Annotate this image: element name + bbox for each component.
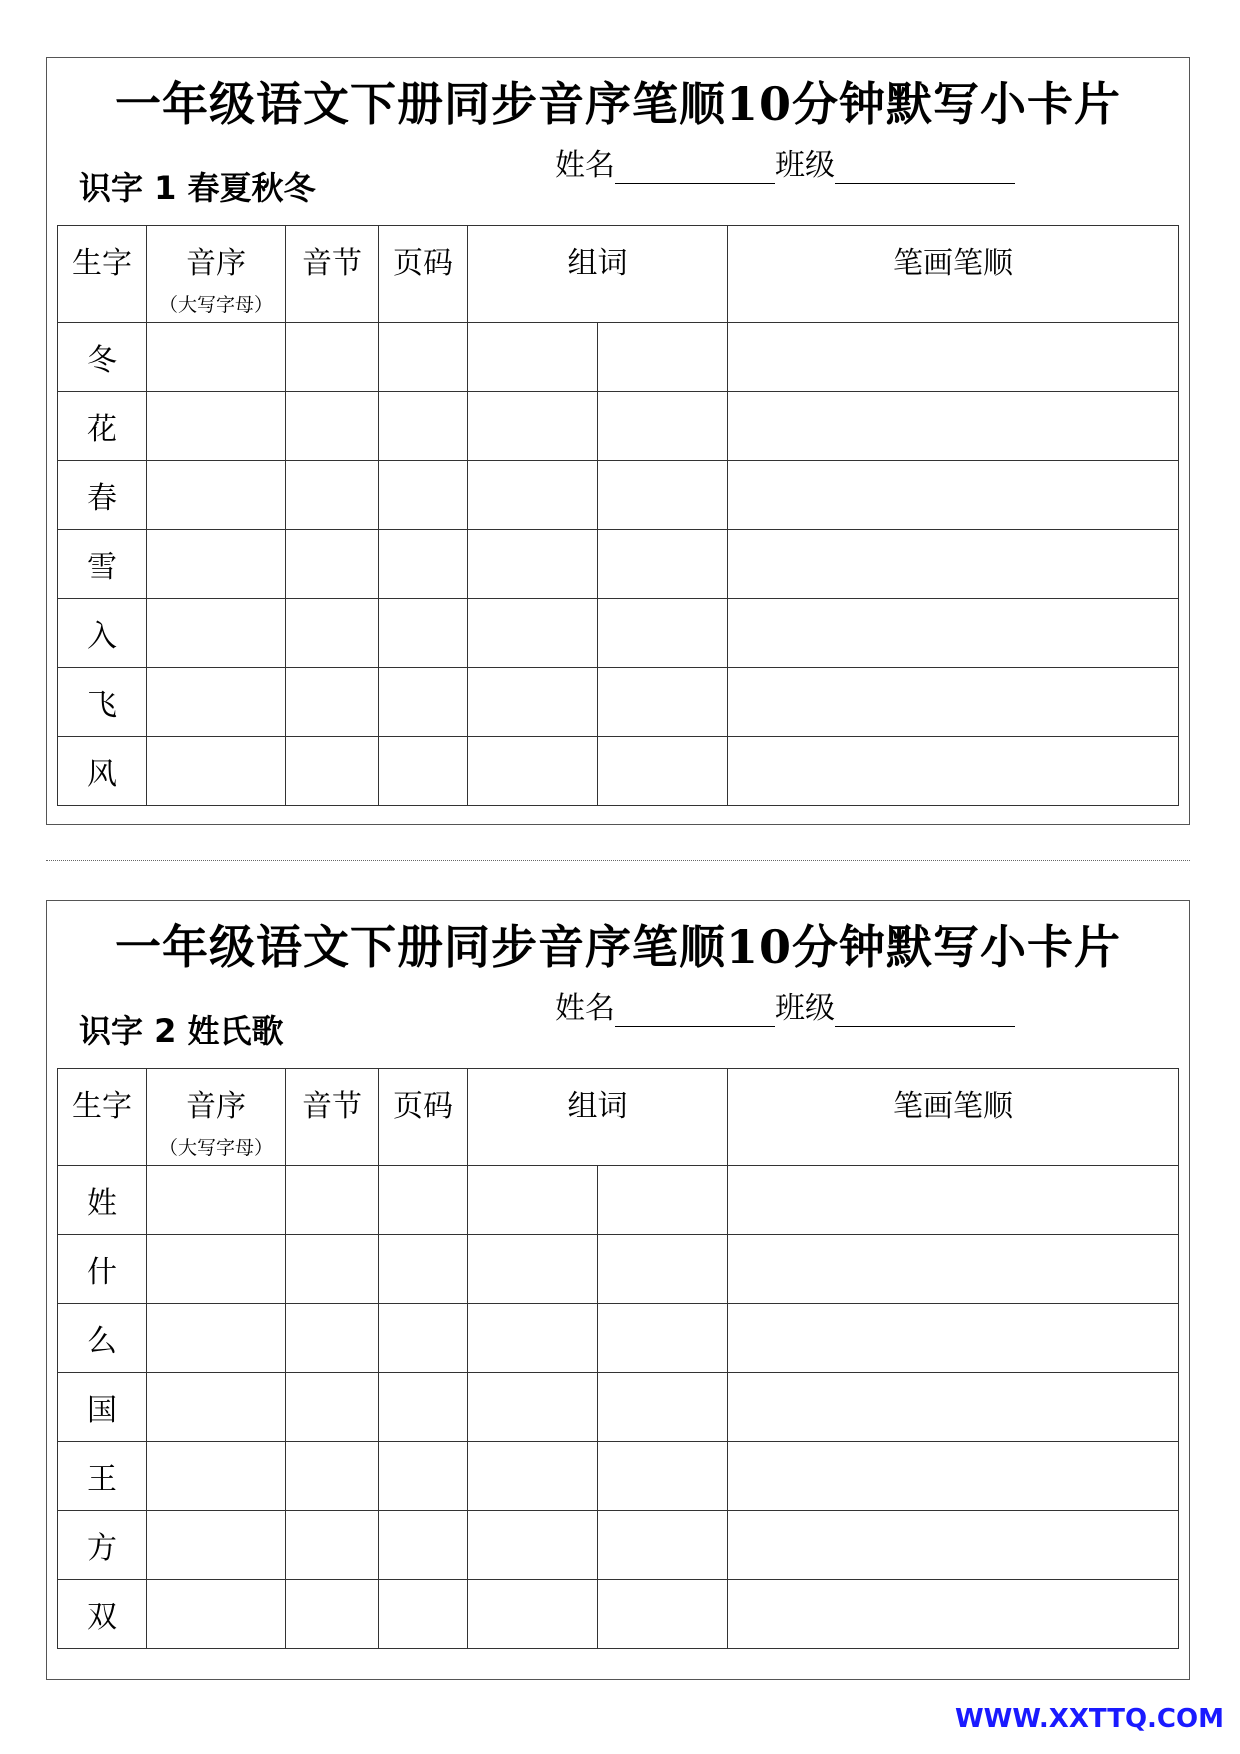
char-cell: 花 bbox=[58, 392, 147, 461]
word-cell-1[interactable] bbox=[468, 737, 598, 806]
class-label: 班级 bbox=[775, 991, 835, 1026]
name-label: 姓名 bbox=[555, 991, 615, 1026]
header-order-label: 音序 bbox=[186, 1089, 246, 1124]
word-cell-2[interactable] bbox=[598, 1442, 728, 1511]
order-cell[interactable] bbox=[147, 599, 286, 668]
syllable-cell[interactable] bbox=[286, 599, 379, 668]
syllable-cell[interactable] bbox=[286, 323, 379, 392]
word-cell-1[interactable] bbox=[468, 1373, 598, 1442]
page-cell[interactable] bbox=[379, 1235, 468, 1304]
syllable-cell[interactable] bbox=[286, 461, 379, 530]
char-cell: 国 bbox=[58, 1373, 147, 1442]
header-syllable: 音节 bbox=[286, 1069, 379, 1166]
class-blank[interactable] bbox=[835, 996, 1015, 1027]
lesson-title: 识字 2 姓氏歌 bbox=[79, 1012, 284, 1050]
header-char: 生字 bbox=[58, 1069, 147, 1166]
word-cell-1[interactable] bbox=[468, 1166, 598, 1235]
page-cell[interactable] bbox=[379, 461, 468, 530]
strokes-cell[interactable] bbox=[728, 392, 1179, 461]
strokes-cell[interactable] bbox=[728, 1442, 1179, 1511]
dictation-card-1 bbox=[46, 57, 1190, 825]
card-title: 一年级语文下册同步音序笔顺10分钟默写小卡片 bbox=[114, 77, 1121, 131]
order-cell[interactable] bbox=[147, 1580, 286, 1649]
header-order bbox=[147, 226, 286, 323]
table-row bbox=[58, 530, 1179, 599]
table-row bbox=[58, 392, 1179, 461]
header-page: 页码 bbox=[379, 226, 468, 323]
word-cell-1[interactable] bbox=[468, 1304, 598, 1373]
syllable-cell[interactable] bbox=[286, 1580, 379, 1649]
syllable-cell[interactable] bbox=[286, 1511, 379, 1580]
name-class-fields bbox=[555, 140, 1015, 184]
word-cell-2[interactable] bbox=[598, 668, 728, 737]
char-cell: 风 bbox=[58, 737, 147, 806]
header-row bbox=[58, 226, 1179, 323]
dictation-table bbox=[57, 225, 1179, 806]
name-class-fields bbox=[555, 983, 1015, 1027]
char-cell: 入 bbox=[58, 599, 147, 668]
page-cell[interactable] bbox=[379, 1442, 468, 1511]
word-cell-2[interactable] bbox=[598, 1580, 728, 1649]
word-cell-2[interactable] bbox=[598, 737, 728, 806]
strokes-cell[interactable] bbox=[728, 1304, 1179, 1373]
order-cell[interactable] bbox=[147, 530, 286, 599]
word-cell-2[interactable] bbox=[598, 392, 728, 461]
table-row bbox=[58, 1511, 1179, 1580]
table-row bbox=[58, 1442, 1179, 1511]
char-cell: 冬 bbox=[58, 323, 147, 392]
strokes-cell[interactable] bbox=[728, 461, 1179, 530]
dictation-table bbox=[57, 1068, 1179, 1649]
page-cell[interactable] bbox=[379, 1580, 468, 1649]
syllable-cell[interactable] bbox=[286, 1166, 379, 1235]
char-cell: 姓 bbox=[58, 1166, 147, 1235]
header-order-note: （大写字母） bbox=[158, 294, 273, 316]
strokes-cell[interactable] bbox=[728, 323, 1179, 392]
word-cell-1[interactable] bbox=[468, 668, 598, 737]
word-cell-2[interactable] bbox=[598, 599, 728, 668]
syllable-cell[interactable] bbox=[286, 1373, 379, 1442]
strokes-cell[interactable] bbox=[728, 1373, 1179, 1442]
header-words: 组词 bbox=[468, 226, 728, 323]
order-cell[interactable] bbox=[147, 1166, 286, 1235]
order-cell[interactable] bbox=[147, 461, 286, 530]
lesson-title: 识字 1 春夏秋冬 bbox=[79, 169, 316, 207]
table-row bbox=[58, 1304, 1179, 1373]
table-row bbox=[58, 668, 1179, 737]
order-cell[interactable] bbox=[147, 323, 286, 392]
header-strokes: 笔画笔顺 bbox=[728, 1069, 1179, 1166]
order-cell[interactable] bbox=[147, 1304, 286, 1373]
class-blank[interactable] bbox=[835, 153, 1015, 184]
syllable-cell[interactable] bbox=[286, 1442, 379, 1511]
strokes-cell[interactable] bbox=[728, 737, 1179, 806]
char-cell: 什 bbox=[58, 1235, 147, 1304]
char-cell: 方 bbox=[58, 1511, 147, 1580]
card-title: 一年级语文下册同步音序笔顺10分钟默写小卡片 bbox=[114, 920, 1121, 974]
word-cell-1[interactable] bbox=[468, 599, 598, 668]
table-row bbox=[58, 1373, 1179, 1442]
page-cell[interactable] bbox=[379, 599, 468, 668]
header-char: 生字 bbox=[58, 226, 147, 323]
order-cell[interactable] bbox=[147, 737, 286, 806]
table-row bbox=[58, 323, 1179, 392]
strokes-cell[interactable] bbox=[728, 530, 1179, 599]
header-row bbox=[58, 1069, 1179, 1166]
page-cell[interactable] bbox=[379, 1304, 468, 1373]
name-blank[interactable] bbox=[615, 153, 775, 184]
word-cell-1[interactable] bbox=[468, 1235, 598, 1304]
word-cell-2[interactable] bbox=[598, 1235, 728, 1304]
strokes-cell[interactable] bbox=[728, 599, 1179, 668]
cut-line bbox=[46, 860, 1190, 861]
char-cell: 春 bbox=[58, 461, 147, 530]
char-cell: 雪 bbox=[58, 530, 147, 599]
order-cell[interactable] bbox=[147, 1511, 286, 1580]
page-cell[interactable] bbox=[379, 392, 468, 461]
header-order-label: 音序 bbox=[186, 246, 246, 281]
strokes-cell[interactable] bbox=[728, 1166, 1179, 1235]
table-row bbox=[58, 599, 1179, 668]
strokes-cell[interactable] bbox=[728, 1511, 1179, 1580]
word-cell-1[interactable] bbox=[468, 1511, 598, 1580]
class-label: 班级 bbox=[775, 148, 835, 183]
header-strokes: 笔画笔顺 bbox=[728, 226, 1179, 323]
site-watermark: WWW.XXTTQ.COM bbox=[955, 1704, 1224, 1734]
word-cell-2[interactable] bbox=[598, 1304, 728, 1373]
name-blank[interactable] bbox=[615, 996, 775, 1027]
char-cell: 双 bbox=[58, 1580, 147, 1649]
page-cell[interactable] bbox=[379, 668, 468, 737]
strokes-cell[interactable] bbox=[728, 1580, 1179, 1649]
order-cell[interactable] bbox=[147, 1235, 286, 1304]
word-cell-2[interactable] bbox=[598, 1511, 728, 1580]
page-cell[interactable] bbox=[379, 323, 468, 392]
page-cell[interactable] bbox=[379, 1373, 468, 1442]
word-cell-1[interactable] bbox=[468, 1442, 598, 1511]
header-order-note: （大写字母） bbox=[158, 1137, 273, 1159]
page-cell[interactable] bbox=[379, 1166, 468, 1235]
syllable-cell[interactable] bbox=[286, 392, 379, 461]
order-cell[interactable] bbox=[147, 1442, 286, 1511]
header-order bbox=[147, 1069, 286, 1166]
word-cell-1[interactable] bbox=[468, 1580, 598, 1649]
word-cell-2[interactable] bbox=[598, 461, 728, 530]
table-row bbox=[58, 1166, 1179, 1235]
page-cell[interactable] bbox=[379, 1511, 468, 1580]
order-cell[interactable] bbox=[147, 1373, 286, 1442]
dictation-card-2 bbox=[46, 900, 1190, 1680]
table-row bbox=[58, 1235, 1179, 1304]
table-row bbox=[58, 737, 1179, 806]
word-cell-2[interactable] bbox=[598, 1166, 728, 1235]
word-cell-1[interactable] bbox=[468, 392, 598, 461]
order-cell[interactable] bbox=[147, 392, 286, 461]
table-row bbox=[58, 461, 1179, 530]
word-cell-2[interactable] bbox=[598, 323, 728, 392]
char-cell: 王 bbox=[58, 1442, 147, 1511]
word-cell-1[interactable] bbox=[468, 323, 598, 392]
syllable-cell[interactable] bbox=[286, 530, 379, 599]
syllable-cell[interactable] bbox=[286, 668, 379, 737]
word-cell-1[interactable] bbox=[468, 461, 598, 530]
char-cell: 么 bbox=[58, 1304, 147, 1373]
word-cell-2[interactable] bbox=[598, 1373, 728, 1442]
header-syllable: 音节 bbox=[286, 226, 379, 323]
strokes-cell[interactable] bbox=[728, 668, 1179, 737]
header-words: 组词 bbox=[468, 1069, 728, 1166]
syllable-cell[interactable] bbox=[286, 737, 379, 806]
word-cell-1[interactable] bbox=[468, 530, 598, 599]
syllable-cell[interactable] bbox=[286, 1235, 379, 1304]
page-cell[interactable] bbox=[379, 737, 468, 806]
strokes-cell[interactable] bbox=[728, 1235, 1179, 1304]
order-cell[interactable] bbox=[147, 668, 286, 737]
table-row bbox=[58, 1580, 1179, 1649]
page-cell[interactable] bbox=[379, 530, 468, 599]
word-cell-2[interactable] bbox=[598, 530, 728, 599]
syllable-cell[interactable] bbox=[286, 1304, 379, 1373]
header-page: 页码 bbox=[379, 1069, 468, 1166]
name-label: 姓名 bbox=[555, 148, 615, 183]
char-cell: 飞 bbox=[58, 668, 147, 737]
